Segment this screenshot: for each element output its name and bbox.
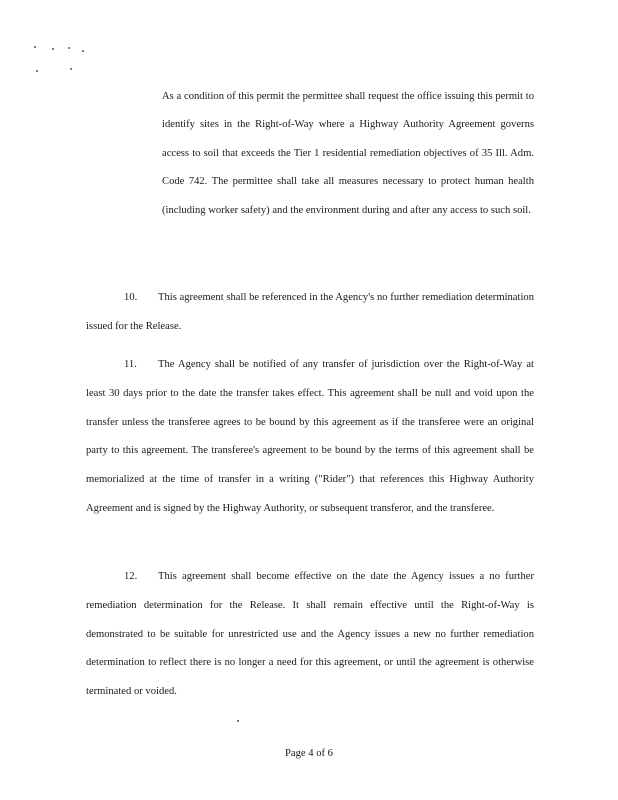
scan-speck bbox=[36, 70, 38, 72]
item-text: The Agency shall be notified of any transfer of jurisdiction over the Right-of-Way at least 30 days prior to the date the transfer takes effect. This agreement shall be null and void upon the transfer unless the transferee agrees to be bound by this agreement as if the transferee were an original party to this agreement. The transferee's agreement to be bound by the terms of this agreement shall be memorialized at the time of transfer in a writing ("Rider") that references this Highway Authority Agreement and is signed by the Highway Authority, or subsequent transferor, and the transferee. bbox=[86, 359, 534, 514]
scan-speck bbox=[70, 68, 72, 70]
indented-paragraph: As a condition of this permit the permittee shall request the office issuing this permit to identify sites in the Right-of-Way where a Highway Authority Agreement governs access to soil that exceeds the Tier 1 residential remediation objectives of 35 Ill. Adm. Code 742. The permittee shall take all measures necessary to protect human health (including worker safety) and the environment during and after any access to such soil. bbox=[162, 90, 534, 216]
page-footer: Page 4 of 6 bbox=[285, 748, 333, 759]
scan-speck bbox=[34, 46, 36, 48]
item-text: This agreement shall become effective on the date the Agency issues a no further remediation determination for the Release. It shall remain effective until the Right-of-Way is demonstrated to be suitable for unrestricted use and the Agency issues a new no further remediation determination to reflect there is no longer a need for this agreement, or until the agreement is otherwise terminated or voided. bbox=[86, 571, 534, 698]
item-number: 11. bbox=[124, 359, 137, 370]
scan-speck bbox=[68, 47, 70, 49]
item-number: 10. bbox=[124, 292, 138, 303]
item-11 bbox=[86, 351, 534, 524]
item-number: 12. bbox=[124, 571, 138, 582]
scan-speck bbox=[237, 720, 239, 722]
item-12 bbox=[86, 563, 534, 707]
scan-speck bbox=[52, 48, 54, 50]
scan-specks bbox=[30, 40, 100, 80]
item-10 bbox=[86, 284, 534, 342]
scan-speck bbox=[82, 50, 84, 52]
item-text: This agreement shall be referenced in the Agency's no further remediation determination issued for the Release. bbox=[86, 292, 534, 332]
